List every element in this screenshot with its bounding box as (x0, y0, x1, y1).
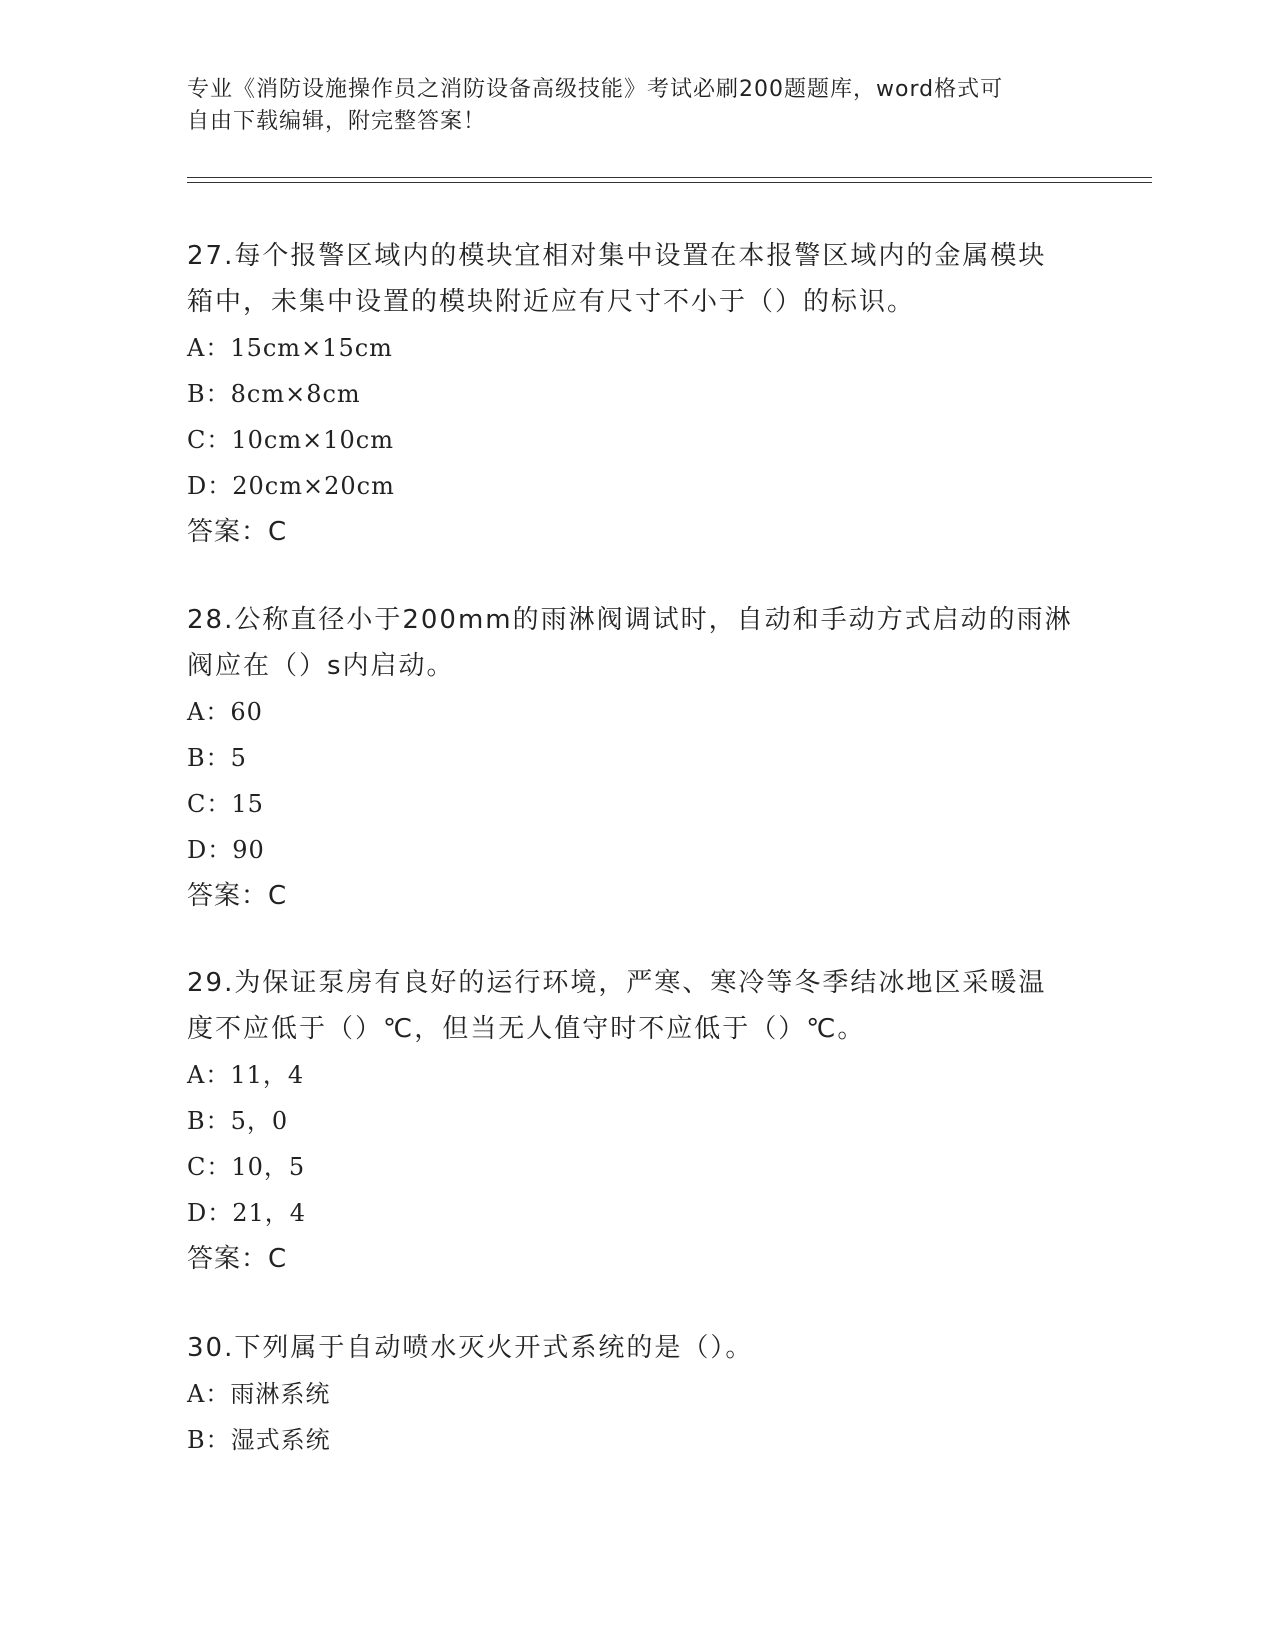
header-line-2: 自由下载编辑，附完整答案！ (187, 109, 487, 134)
question-29 (187, 960, 1087, 1282)
option-b: B：5，0 (187, 1107, 289, 1135)
answer-label: 答案：C (187, 1244, 288, 1274)
option-c: C：10，5 (187, 1153, 306, 1181)
header-divider-top (187, 177, 1152, 178)
option-d: D：20cm×20cm (187, 472, 395, 500)
option-d: D：90 (187, 836, 265, 864)
question-text (187, 597, 1087, 689)
question-text-line: 27.每个报警区域内的模块宜相对集中设置在本报警区域内的金属模块 (187, 241, 1047, 271)
option-d: D：21，4 (187, 1199, 307, 1227)
question-28 (187, 597, 1087, 919)
answer-label: 答案：C (187, 517, 288, 547)
question-30 (187, 1325, 1087, 1463)
question-text-line: 29.为保证泵房有良好的运行环境，严寒、寒冷等冬季结冰地区采暖温 (187, 968, 1047, 998)
question-text (187, 233, 1087, 325)
option-a: A：雨淋系统 (187, 1380, 331, 1408)
question-text (187, 1325, 1087, 1371)
question-text-line: 30.下列属于自动喷水灭火开式系统的是（）。 (187, 1333, 754, 1363)
option-c: C：10cm×10cm (187, 426, 394, 454)
question-text-line: 28.公称直径小于200mm的雨淋阀调试时，自动和手动方式启动的雨淋 (187, 605, 1073, 635)
option-b: B：8cm×8cm (187, 380, 361, 408)
header-divider-bottom (187, 182, 1152, 183)
question-text-line: 度不应低于（）℃，但当无人值守时不应低于（）℃。 (187, 1014, 866, 1044)
answer-label: 答案：C (187, 881, 288, 911)
question-text-line: 箱中，未集中设置的模块附近应有尺寸不小于（）的标识。 (187, 287, 916, 317)
header-line-1: 专业《消防设施操作员之消防设备高级技能》考试必刷200题题库，word格式可 (187, 77, 1004, 102)
option-a: A：15cm×15cm (187, 334, 393, 362)
document-header (187, 74, 1067, 138)
question-27 (187, 233, 1087, 555)
option-a: A：60 (187, 698, 263, 726)
question-text (187, 960, 1087, 1052)
option-c: C：15 (187, 790, 264, 818)
option-b: B：5 (187, 744, 247, 772)
option-a: A：11，4 (187, 1061, 305, 1089)
option-b: B：湿式系统 (187, 1426, 331, 1454)
question-text-line: 阀应在（）s内启动。 (187, 651, 455, 681)
